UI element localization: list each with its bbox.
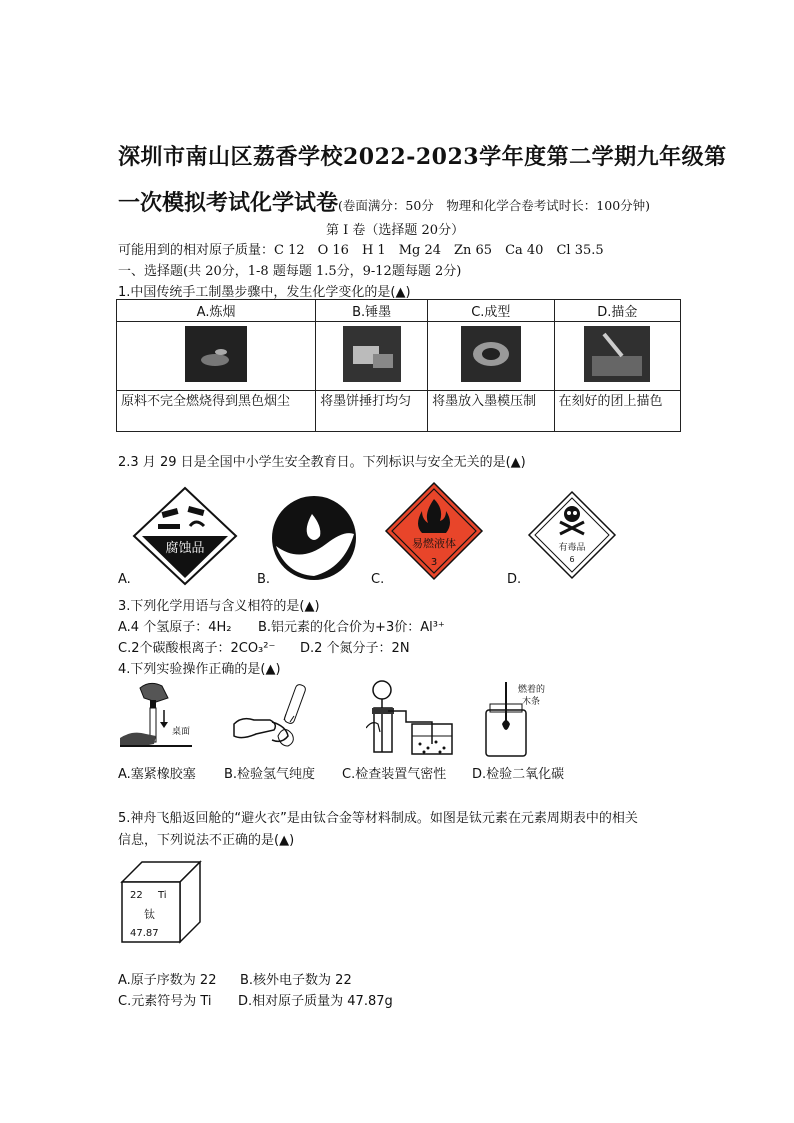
q2-stem: 2.3 月 29 日是全国中小学生安全教育日。下列标识与安全无关的是(▲) [118,455,526,470]
corrosive-sign-text: 腐蚀品 [165,541,205,556]
part-heading: 第 I 卷（选择题 20分） [326,223,465,238]
q1-table [116,299,681,432]
q1-desc-a: 原料不完全燃烧得到黑色烟尘 [117,391,316,432]
ink-molding-photo [461,326,521,382]
q1-stem: 1.中国传统手工制墨步骤中，发生化学变化的是(▲) [118,285,411,300]
toxic-sign-icon [527,490,617,580]
q1-photo-cell-b [316,322,428,391]
atomic-masses: 可能用到的相对原子质量：C 12 O 16 H 1 Mg 24 Zn 65 Ca 40 Cl 35.5 [118,243,604,258]
airtightness-check-diagram [366,678,466,760]
q1-desc-c: 将墨放入墨模压制 [428,391,554,432]
test-tube-stopper-diagram [120,680,192,758]
titanium-element-cell [120,860,202,944]
q1-header-c: C.成型 [428,300,554,322]
q5-option-a: A.原子序数为 22 [118,973,217,988]
q4-option-a: A.塞紧橡胶塞 [118,767,196,782]
q1-desc-d: 在刻好的团上描色 [554,391,680,432]
q1-header-a: A.炼烟 [117,300,316,322]
burning-splint-label-1: 燃着的 [518,685,546,695]
q5-option-b: B.核外电子数为 22 [240,973,352,988]
exam-title-line1: 深圳市南山区荔香学校2022-2023学年度第二学期九年级第 [118,144,727,170]
toxic-sign-text: 有毒品 [558,543,586,553]
q1-header-d: D.描金 [554,300,680,322]
q3-option-d: D.2 个氮分子：2N [300,641,410,656]
q4-option-d: D.检验二氧化碳 [472,767,565,782]
water-saving-sign-icon [270,494,358,582]
q3-stem: 3.下列化学用语与含义相符的是(▲) [118,599,320,614]
q4-option-b: B.检验氢气纯度 [224,767,316,782]
q2-option-a: A. [118,572,131,587]
section-instructions: 一、选择题(共 20分，1-8 题每题 1.5分，9-12题每题 2分) [118,264,462,279]
q3-option-c: C.2个碳酸根离子：2CO₃²⁻ [118,641,276,656]
smoke-refining-photo [185,326,247,382]
toxic-sign-number: 6 [569,555,575,564]
hydrogen-purity-test-diagram [232,680,324,758]
desk-label: 桌面 [172,727,191,737]
flammable-sign-text: 易燃液体 [412,537,456,550]
q5-option-d: D.相对原子质量为 47.87g [238,994,393,1009]
q3-option-a: A.4 个氢原子：4H₂ [118,620,232,635]
element-symbol: Ti [158,890,167,901]
q4-stem: 4.下列实验操作正确的是(▲) [118,662,281,677]
exam-title-note: (卷面满分：50分 物理和化学合卷考试时长：100分钟) [338,198,651,213]
gold-painting-photo [584,326,650,382]
corrosive-sign-icon [132,486,238,586]
q1-photo-cell-a [117,322,316,391]
exam-title-line2 [118,186,650,217]
q1-header-b: B.锤墨 [316,300,428,322]
q2-option-b: B. [257,572,271,587]
element-atomic-number: 22 [130,890,143,901]
flammable-liquid-sign-icon [384,481,484,581]
q4-option-c: C.检查装置气密性 [342,767,447,782]
q1-photo-cell-c [428,322,554,391]
q1-desc-b: 将墨饼捶打均匀 [316,391,428,432]
q5-option-c: C.元素符号为 Ti [118,994,212,1009]
flammable-sign-number: 3 [430,557,438,568]
q3-option-b: B.铝元素的化合价为+3价：Al³⁺ [258,620,445,635]
element-mass: 47.87 [130,928,159,939]
burning-splint-label-2: 木条 [522,697,541,707]
ink-hammering-photo [343,326,401,382]
q5-stem-line1: 5.神舟飞船返回舱的“避火衣”是由钛合金等材料制成。如图是钛元素在元素周期表中的相关 [118,811,638,826]
q1-photo-cell-d [554,322,680,391]
co2-test-diagram [484,680,584,758]
element-name: 钛 [144,908,155,921]
q2-option-d: D. [507,572,522,587]
q2-option-c: C. [371,572,385,587]
exam-title-main: 一次模拟考试化学试卷 [118,190,339,216]
q5-stem-line2: 信息，下列说法不正确的是(▲) [118,833,295,848]
